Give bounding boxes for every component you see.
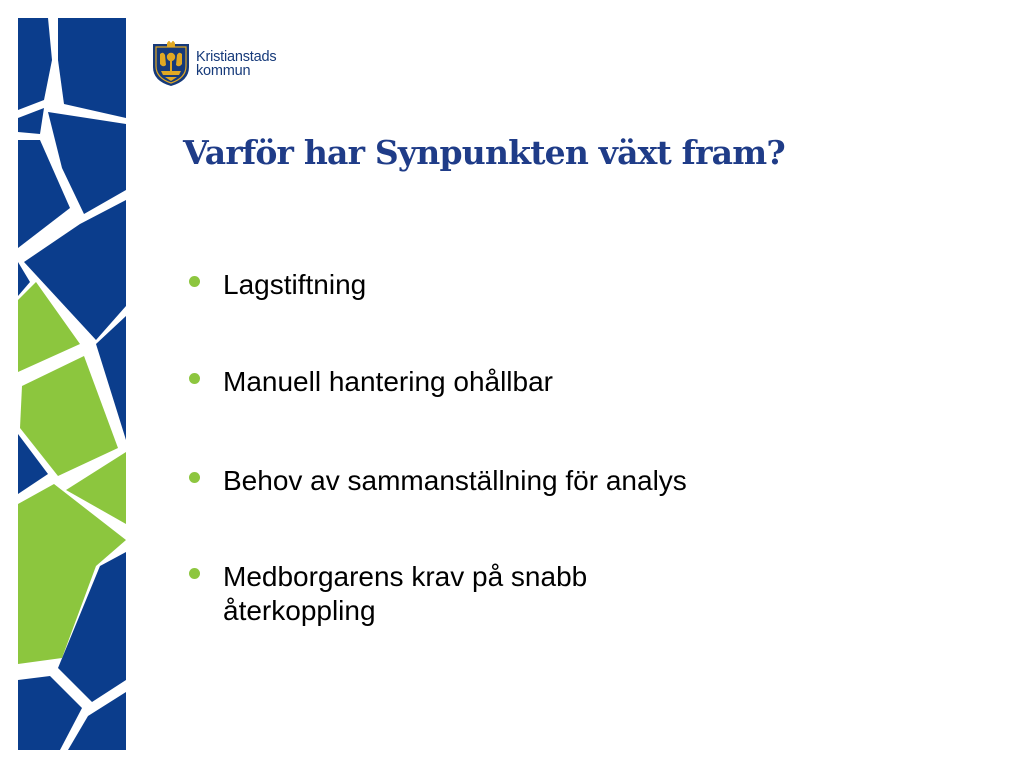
coat-of-arms-icon xyxy=(152,41,190,87)
bullet-dot-icon xyxy=(189,373,200,384)
bullet-text: Medborgarens krav på snabb återkoppling xyxy=(223,561,588,626)
bullet-list xyxy=(183,268,823,691)
bullet-dot-icon xyxy=(189,472,200,483)
bullet-dot-icon xyxy=(189,276,200,287)
slide-title: Varför har Synpunkten växt fram? xyxy=(183,133,785,172)
bullet-text: Behov av sammanställning för analys xyxy=(223,465,687,496)
bullet-item xyxy=(183,464,823,498)
bullet-dot-icon xyxy=(189,568,200,579)
decorative-stone-pattern xyxy=(0,0,140,768)
bullet-text: Manuell hantering ohållbar xyxy=(223,366,553,397)
bullet-text: Lagstiftning xyxy=(223,269,367,300)
logo-wordmark xyxy=(196,50,276,78)
kristianstads-kommun-logo xyxy=(152,40,276,88)
logo-line-1: Kristianstads xyxy=(196,49,277,65)
bullet-item xyxy=(183,365,823,399)
bullet-item xyxy=(183,268,823,302)
logo-line-2: kommun xyxy=(196,63,251,79)
bullet-item xyxy=(183,560,823,628)
